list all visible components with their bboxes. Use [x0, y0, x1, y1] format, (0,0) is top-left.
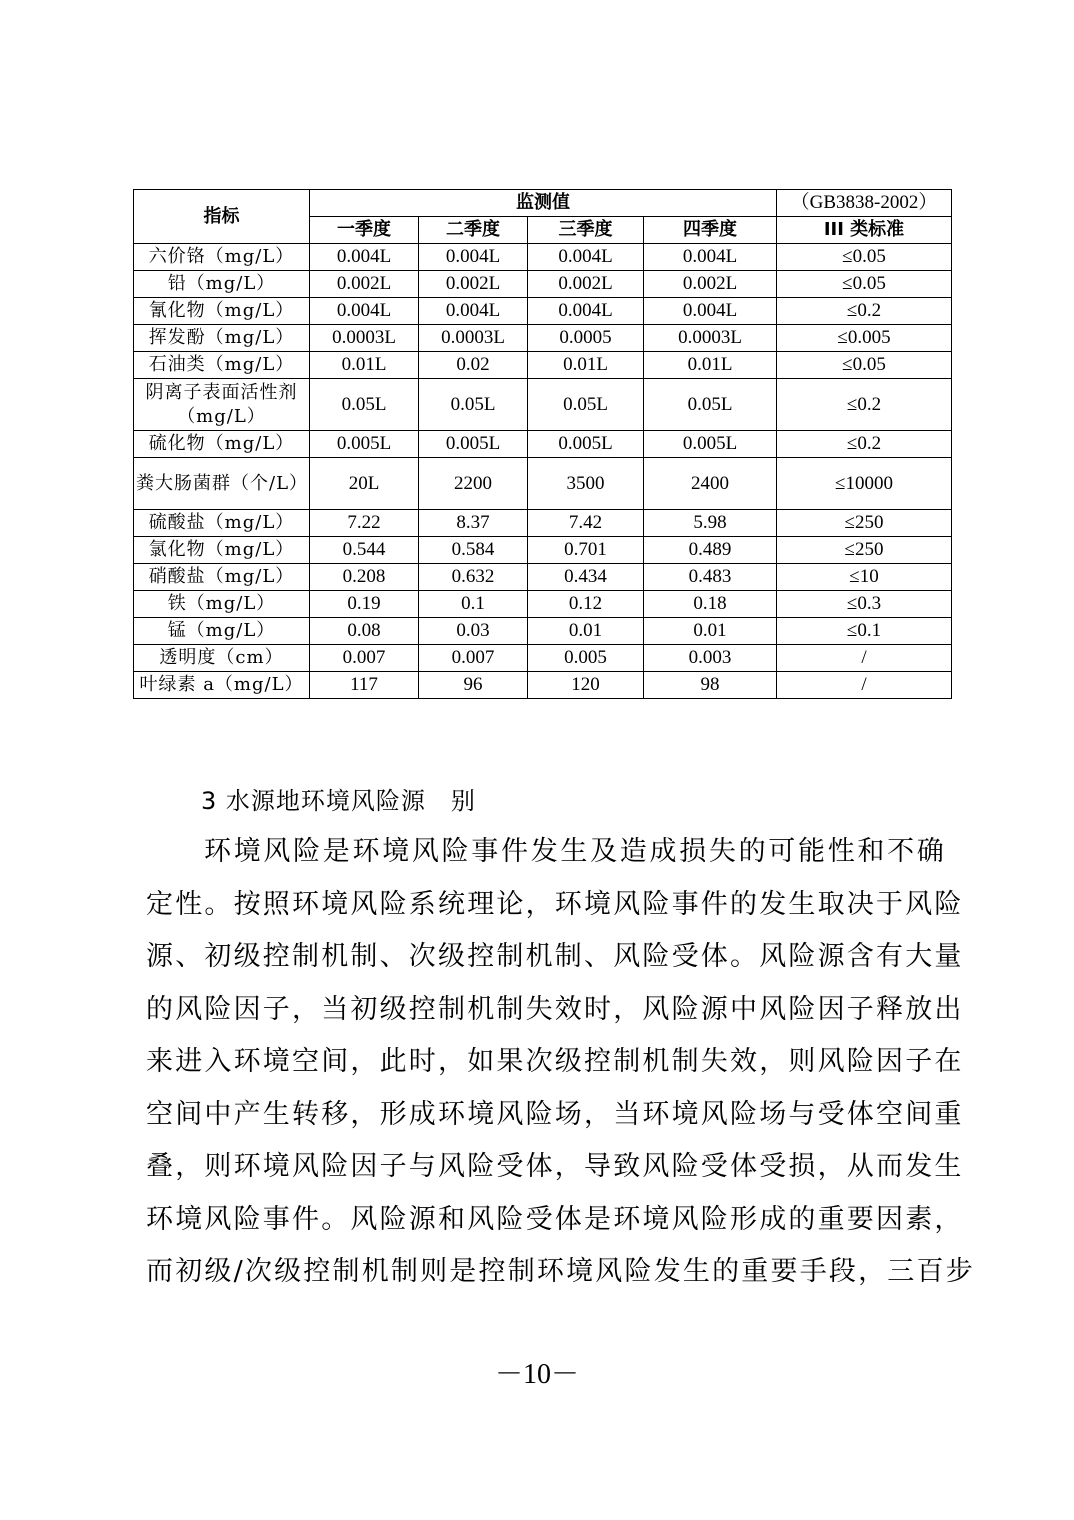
standard-value: ≤10 [777, 564, 952, 591]
quarter-value: 0.005 [528, 645, 644, 672]
standard-value: ≤0.2 [777, 431, 952, 458]
quarter-value: 0.434 [528, 564, 644, 591]
table-row [134, 645, 952, 672]
standard-value: ≤0.2 [777, 379, 952, 431]
paragraph-line: 定性。按照环境风险系统理论，环境风险事件的发生取决于风险 [146, 888, 964, 920]
indicator-name: 铁（mg/L） [134, 591, 310, 618]
quarter-value: 0.489 [644, 537, 777, 564]
standard-value: ≤0.05 [777, 271, 952, 298]
quarter-value: 117 [310, 672, 419, 699]
quarter-value: 0.01L [310, 352, 419, 379]
table-row [134, 591, 952, 618]
table-row [134, 379, 952, 431]
table-row [134, 325, 952, 352]
quarter-value: 0.05L [528, 379, 644, 431]
quarter-value: 0.483 [644, 564, 777, 591]
standard-value: ≤0.05 [777, 244, 952, 271]
quarter-value: 0.05L [310, 379, 419, 431]
quarter-value: 0.007 [310, 645, 419, 672]
table-row [134, 458, 952, 510]
standard-value: / [777, 645, 952, 672]
paragraph-line: 的风险因子，当初级控制机制失效时，风险源中风险因子释放出 [146, 993, 964, 1025]
standard-value: ≤250 [777, 510, 952, 537]
paragraph-line: 空间中产生转移，形成环境风险场，当环境风险场与受体空间重 [146, 1098, 964, 1130]
quarter-value: 0.02 [419, 352, 528, 379]
table-row [134, 271, 952, 298]
quarter-value: 0.08 [310, 618, 419, 645]
table-row [134, 244, 952, 271]
header-q2: 二季度 [419, 217, 528, 244]
body-paragraph [146, 826, 975, 1299]
indicator-name: 粪大肠菌群（个/L） [134, 458, 310, 510]
indicator-name: 硫酸盐（mg/L） [134, 510, 310, 537]
header-standard-code: （GB3838-2002） [777, 190, 952, 217]
quarter-value: 0.004L [528, 244, 644, 271]
indicator-name: 氰化物（mg/L） [134, 298, 310, 325]
quarter-value: 20L [310, 458, 419, 510]
quarter-value: 0.01 [644, 618, 777, 645]
standard-value: ≤0.2 [777, 298, 952, 325]
table-row [134, 618, 952, 645]
quarter-value: 0.01 [528, 618, 644, 645]
quarter-value: 0.0005 [528, 325, 644, 352]
page-number: －10－ [494, 1359, 579, 1390]
quarter-value: 0.004L [310, 298, 419, 325]
standard-value: ≤0.1 [777, 618, 952, 645]
table-body [134, 244, 952, 699]
paragraph-line: 叠，则环境风险因子与风险受体，导致风险受体受损，从而发生 [146, 1151, 964, 1182]
paragraph-line: 而初级/次级控制机制则是控制环境风险发生的重要手段，三百步 [146, 1256, 975, 1287]
standard-value: ≤0.3 [777, 591, 952, 618]
paragraph-line: 源、初级控制机制、次级控制机制、风险受体。风险源含有大量 [146, 941, 964, 972]
table-row [134, 510, 952, 537]
quarter-value: 0.004L [310, 244, 419, 271]
table-row [134, 431, 952, 458]
quarter-value: 0.0003L [419, 325, 528, 352]
table-row [134, 564, 952, 591]
header-monitor-value: 监测值 [310, 190, 777, 217]
section-heading: 3 水源地环境风险源 别 [201, 787, 476, 815]
indicator-name: 挥发酚（mg/L） [134, 325, 310, 352]
indicator-name: 六价铬（mg/L） [134, 244, 310, 271]
paragraph-line: 来进入环境空间，此时，如果次级控制机制失效，则风险因子在 [146, 1046, 964, 1077]
table-row [134, 537, 952, 564]
quarter-value: 0.003 [644, 645, 777, 672]
quarter-value: 2200 [419, 458, 528, 510]
indicator-name: 硫化物（mg/L） [134, 431, 310, 458]
indicator-name: 阴离子表面活性剂（mg/L） [134, 379, 310, 431]
quarter-value: 7.42 [528, 510, 644, 537]
standard-value: ≤0.05 [777, 352, 952, 379]
quarter-value: 0.12 [528, 591, 644, 618]
paragraph-line: 环境风险是环境风险事件发生及造成损失的可能性和不确 [204, 836, 946, 867]
paragraph-line: 环境风险事件。风险源和风险受体是环境风险形成的重要因素， [146, 1203, 964, 1235]
quarter-value: 0.1 [419, 591, 528, 618]
quarter-value: 0.701 [528, 537, 644, 564]
quarter-value: 0.005L [644, 431, 777, 458]
quarter-value: 3500 [528, 458, 644, 510]
quarter-value: 96 [419, 672, 528, 699]
quarter-value: 0.05L [419, 379, 528, 431]
quarter-value: 98 [644, 672, 777, 699]
quarter-value: 0.004L [528, 298, 644, 325]
quarter-value: 0.632 [419, 564, 528, 591]
indicator-name: 硝酸盐（mg/L） [134, 564, 310, 591]
quarter-value: 0.002L [528, 271, 644, 298]
standard-value: ≤10000 [777, 458, 952, 510]
quarter-value: 0.007 [419, 645, 528, 672]
quarter-value: 0.19 [310, 591, 419, 618]
quarter-value: 0.03 [419, 618, 528, 645]
quarter-value: 0.0003L [644, 325, 777, 352]
quarter-value: 0.18 [644, 591, 777, 618]
indicator-name: 透明度（cm） [134, 645, 310, 672]
quarter-value: 0.004L [419, 244, 528, 271]
quarter-value: 0.01L [528, 352, 644, 379]
header-q4: 四季度 [644, 217, 777, 244]
quarter-value: 7.22 [310, 510, 419, 537]
quarter-value: 0.004L [644, 298, 777, 325]
indicator-name: 叶绿素 a（mg/L） [134, 672, 310, 699]
indicator-name: 石油类（mg/L） [134, 352, 310, 379]
standard-value: / [777, 672, 952, 699]
quarter-value: 0.002L [644, 271, 777, 298]
header-q3: 三季度 [528, 217, 644, 244]
quarter-value: 0.004L [644, 244, 777, 271]
header-q1: 一季度 [310, 217, 419, 244]
quarter-value: 0.002L [310, 271, 419, 298]
table-row [134, 352, 952, 379]
quarter-value: 0.208 [310, 564, 419, 591]
table-row [134, 672, 952, 699]
quarter-value: 8.37 [419, 510, 528, 537]
quarter-value: 0.584 [419, 537, 528, 564]
quarter-value: 0.544 [310, 537, 419, 564]
indicator-name: 铅（mg/L） [134, 271, 310, 298]
quarter-value: 0.005L [419, 431, 528, 458]
table-row [134, 298, 952, 325]
standard-value: ≤0.005 [777, 325, 952, 352]
standard-value: ≤250 [777, 537, 952, 564]
quarter-value: 0.0003L [310, 325, 419, 352]
monitoring-table-container [133, 189, 951, 699]
quarter-value: 0.05L [644, 379, 777, 431]
quarter-value: 120 [528, 672, 644, 699]
quarter-value: 0.005L [310, 431, 419, 458]
quarter-value: 0.004L [419, 298, 528, 325]
quarter-value: 5.98 [644, 510, 777, 537]
monitoring-table [133, 189, 952, 699]
quarter-value: 2400 [644, 458, 777, 510]
indicator-name: 氯化物（mg/L） [134, 537, 310, 564]
quarter-value: 0.01L [644, 352, 777, 379]
header-indicator: 指标 [134, 190, 310, 244]
quarter-value: 0.002L [419, 271, 528, 298]
indicator-name: 锰（mg/L） [134, 618, 310, 645]
header-standard-class: III 类标准 [777, 217, 952, 244]
quarter-value: 0.005L [528, 431, 644, 458]
